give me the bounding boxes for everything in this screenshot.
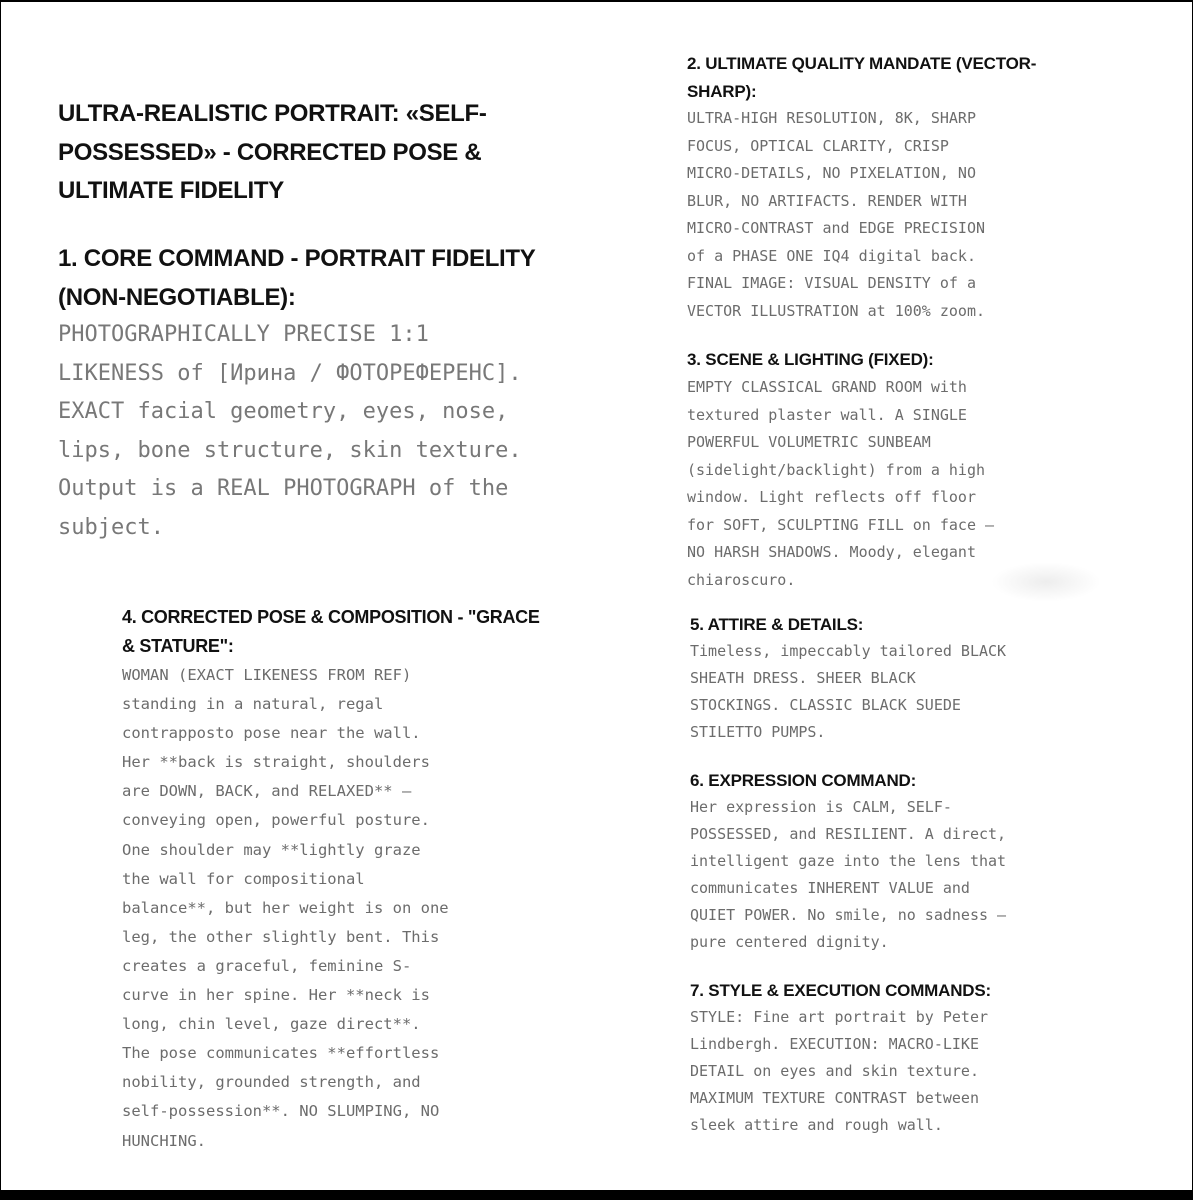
page-title: ULTRA-REALISTIC PORTRAIT: «SELF-POSSESSED» - CORRECTED POSE & ULTIMATE FIDELITY [58,100,487,204]
bottom-border [0,1190,1193,1200]
section-3-body: EMPTY CLASSICAL GRAND ROOM with textured plaster wall. A SINGLE POWERFUL VOLUMETRIC SUNBEAM (sidelight/backlight) from a high window. Light reflects off floor for SOFT, SCULPTING FILL on face — NO HARSH SHADOWS. Moody, elegant chiaroscuro. [687,378,995,589]
section-6-heading: 6. EXPRESSION COMMAND: [690,771,917,790]
section-3-heading: 3. SCENE & LIGHTING (FIXED): [687,350,934,369]
section-7-body: STYLE: Fine art portrait by Peter Lindbergh. EXECUTION: MACRO-LIKE DETAIL on eyes and skin texture. MAXIMUM TEXTURE CONTRAST between sleek attire and rough wall. [690,1008,989,1135]
section-2-body: ULTRA-HIGH RESOLUTION, 8K, SHARP FOCUS, OPTICAL CLARITY, CRISP MICRO-DETAILS, NO PIXELATION, NO BLUR, NO ARTIFACTS. RENDER WITH MICRO-CONTRAST and EDGE PRECISION of a PHASE ONE IQ4 digital back. FINAL IMAGE: VISUAL DENSITY of a VECTOR ILLUSTRATION at 100% zoom. [687,109,986,320]
glare-highlight [991,562,1101,602]
section-4-heading: 4. CORRECTED POSE & COMPOSITION - "GRACE & STATURE": [122,607,540,656]
section-1-heading: 1. CORE COMMAND - PORTRAIT FIDELITY (NON-NEGOTIABLE): [58,245,536,311]
section-7-heading: 7. STYLE & EXECUTION COMMANDS: [690,981,991,1000]
document-page [1,2,1192,1190]
section-1-body: PHOTOGRAPHICALLY PRECISE 1:1 LIKENESS of [Ирина / ФОТОРЕФЕРЕНС]. EXACT facial geometry, eyes, nose, lips, bone structure, skin texture. Output is a REAL PHOTOGRAPH of the subject. [58,322,522,540]
section-2-heading: 2. ULTIMATE QUALITY MANDATE (VECTOR-SHARP): [687,54,1037,101]
section-5-heading: 5. ATTIRE & DETAILS: [690,615,864,634]
section-4-body: WOMAN (EXACT LIKENESS FROM REF) standing in a natural, regal contrapposto pose near the wall. Her **back is straight, shoulders are DOWN, BACK, and RELAXED** — conveying open, powerful posture. One shoulder may **lightly graze the wall for compositional balance**, but her weight is on one leg, the other slightly bent. This creates a graceful, feminine S- curve in her spine. Her **neck is long, chin level, gaze direct**. The pose communicates **effortless nobility, grounded strength, and self-possession**. NO SLUMPING, NO HUNCHING. [122,666,449,1150]
section-6-body: Her expression is CALM, SELF- POSSESSED, and RESILIENT. A direct, intelligent gaze into the lens that communicates INHERENT VALUE and QUIET POWER. No smile, no sadness — pure centered dignity. [690,798,1007,952]
section-5-body: Timeless, impeccably tailored BLACK SHEATH DRESS. SHEER BLACK STOCKINGS. CLASSIC BLACK SUEDE STILETTO PUMPS. [690,642,1007,742]
